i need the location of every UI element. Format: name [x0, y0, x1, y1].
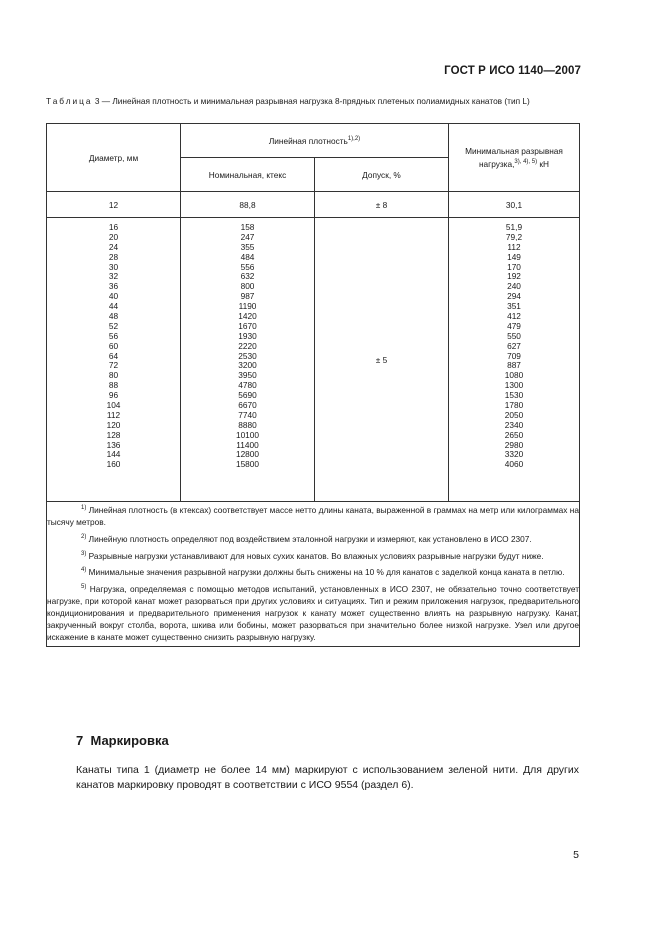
cell-diameter: 30 — [108, 261, 119, 272]
cell-diameter: 56 — [108, 330, 119, 341]
cell-diameter: 104 — [106, 400, 121, 411]
footnote — [47, 531, 579, 545]
cell-diameter: 16 — [108, 222, 119, 232]
footnote-mark: 2) — [81, 533, 87, 540]
column-load — [449, 218, 580, 502]
cell-load: 550 — [507, 330, 521, 341]
cell-load: 2340 — [504, 419, 524, 430]
cell-nominal: 4780 — [238, 380, 257, 391]
cell-load: 709 — [507, 350, 521, 361]
cell-nominal: 1420 — [238, 311, 257, 322]
cell-load: 4060 — [504, 459, 524, 470]
cell-load: 240 — [507, 281, 521, 292]
cell-load: 112 — [507, 241, 521, 252]
cell-tolerance: ± 8 — [315, 192, 449, 218]
cell-nominal: 7740 — [238, 409, 257, 420]
cell-load: 149 — [507, 251, 521, 262]
cell-diameter: 112 — [106, 409, 121, 420]
cell-nominal: 10100 — [235, 429, 260, 440]
cell-nominal: 987 — [240, 291, 255, 302]
section-paragraph: Канаты типа 1 (диаметр не более 14 мм) маркируют с использованием зеленой нити. Для других канатов маркировку проводят в соответствии с ИСО 9554 (раздел 6). — [76, 764, 579, 791]
cell-nominal: 800 — [240, 281, 255, 292]
cell-nominal: 556 — [240, 261, 255, 272]
cell-diameter: 32 — [108, 271, 119, 282]
footnote-mark: 3) — [81, 550, 87, 557]
cell-diameter: 36 — [108, 281, 119, 292]
footnote — [47, 502, 579, 528]
cell-diameter: 160 — [106, 459, 121, 470]
cell-nominal: 2220 — [238, 340, 257, 351]
cell-nominal: 484 — [240, 251, 255, 262]
cell-diameter: 20 — [108, 231, 119, 242]
footnote-text: Линейная плотность (в ктексах) соответствует массе нетто длины каната, выраженной в граммах на метр или килограммах на тысячу метров. — [47, 504, 579, 527]
cell-load: 51,9 — [505, 222, 523, 232]
cell-load: 3320 — [504, 449, 524, 460]
cell-nominal: 15800 — [235, 459, 260, 470]
footnote-text: Нагрузка, определяемая с помощью методов испытаний, установленных в ИСО 2307, не обязательно точно соответствует нагрузке, при которой канат может разорваться при других условиях и ситуациях. Тип и режим приложения нагрузок, предварительного кондиционирования и предварительного применения нагрузок к канату может существенно влиять на разрывную нагрузку. Канат, закрученный вокруг столба, ворота, шкива или бобины, может разорваться при значительно более низкой нагрузке. Узел или другое искажение в канате может существенно снизить разрывную нагрузку. — [47, 583, 579, 642]
cell-group-tolerance: ± 5 — [315, 218, 449, 502]
cell-load: 2050 — [504, 409, 524, 420]
header-nominal: Номинальная, ктекс — [181, 158, 315, 192]
cell-nominal: 3200 — [238, 360, 257, 371]
table-notes — [47, 502, 580, 647]
cell-nominal: 247 — [240, 231, 255, 242]
cell-nominal: 1670 — [238, 320, 257, 331]
cell-diameter: 28 — [108, 251, 119, 262]
cell-nominal: 88,8 — [181, 192, 315, 218]
cell-diameter: 40 — [108, 291, 119, 302]
table-caption — [46, 95, 578, 108]
rope-specs-table — [46, 123, 580, 647]
footnote-text: Минимальные значения разрывной нагрузки должны быть снижены на 10 % для канатов с заделкой конца каната в петлю. — [86, 567, 565, 578]
cell-nominal: 12800 — [235, 449, 260, 460]
cell-nominal: 355 — [240, 241, 255, 252]
table-caption-text: 3 — Линейная плотность и минимальная разрывная нагрузка 8-прядных плетеных полиамидных канатов (тип L) — [92, 96, 530, 106]
cell-diameter: 60 — [108, 340, 119, 351]
cell-diameter: 88 — [108, 380, 119, 391]
table-notes-row — [47, 502, 580, 647]
cell-nominal: 5690 — [238, 390, 257, 401]
cell-nominal: 1930 — [238, 330, 257, 341]
cell-load: 170 — [507, 261, 521, 272]
cell-load: 412 — [507, 311, 521, 322]
table-row — [47, 192, 580, 218]
cell-load: 30,1 — [449, 192, 580, 218]
cell-nominal: 2530 — [238, 350, 257, 361]
cell-diameter: 52 — [108, 320, 119, 331]
cell-nominal: 158 — [240, 222, 255, 232]
cell-nominal: 6670 — [238, 400, 257, 411]
header-linear-density-refs: 1),2) — [347, 135, 361, 142]
footnote — [47, 581, 579, 643]
footnote — [47, 564, 579, 578]
cell-load: 1780 — [504, 400, 524, 411]
header-tolerance: Допуск, % — [315, 158, 449, 192]
cell-nominal: 1190 — [238, 301, 257, 312]
footnote-mark: 5) — [81, 584, 87, 591]
header-diameter: Диаметр, мм — [47, 124, 181, 192]
column-nominal — [181, 218, 315, 502]
footnote-mark: 1) — [81, 505, 87, 511]
header-min-load-text: Минимальная разрывная нагрузка, — [465, 146, 563, 169]
cell-diameter: 128 — [106, 429, 121, 440]
cell-diameter: 48 — [108, 311, 119, 322]
header-linear-density-text: Линейная плотность — [268, 135, 348, 146]
cell-load: 1530 — [504, 390, 524, 401]
cell-diameter: 24 — [108, 241, 119, 252]
cell-load: 1080 — [504, 370, 524, 381]
header-min-load — [449, 124, 580, 192]
table-caption-label: Таблица — [46, 96, 93, 106]
cell-diameter: 72 — [108, 360, 119, 371]
cell-nominal: 11400 — [236, 439, 259, 450]
header-min-load-unit: кН — [537, 158, 550, 169]
cell-load: 479 — [507, 320, 521, 331]
cell-nominal: 632 — [240, 271, 255, 282]
footnote-mark: 4) — [81, 567, 87, 574]
cell-load: 351 — [507, 301, 521, 312]
cell-load: 79,2 — [505, 231, 523, 242]
header-min-load-refs: 3), 4), 5) — [514, 158, 538, 165]
cell-diameter: 12 — [47, 192, 181, 218]
cell-load: 294 — [507, 291, 521, 302]
table-group — [47, 218, 580, 502]
document-code: ГОСТ Р ИСО 1140—2007 — [444, 65, 581, 77]
footnote-text: Линейную плотность определяют под воздействием эталонной нагрузки и измеряют, как установлено в ИСО 2307. — [86, 533, 532, 544]
cell-diameter: 144 — [106, 449, 121, 460]
cell-nominal: 3950 — [238, 370, 257, 381]
cell-nominal: 8880 — [238, 419, 257, 430]
footnote — [47, 548, 579, 562]
cell-load: 2980 — [504, 439, 524, 450]
cell-diameter: 80 — [108, 370, 119, 381]
cell-diameter: 64 — [108, 350, 119, 361]
cell-diameter: 136 — [106, 439, 121, 450]
cell-diameter: 96 — [108, 390, 119, 401]
header-linear-density — [181, 124, 449, 158]
cell-load: 2650 — [504, 429, 524, 440]
cell-diameter: 120 — [106, 419, 121, 430]
cell-diameter: 44 — [108, 301, 119, 312]
footnote-text: Разрывные нагрузки устанавливают для новых сухих канатов. Во влажных условиях разрывные нагрузки будут ниже. — [86, 550, 544, 561]
cell-load: 627 — [507, 340, 521, 351]
cell-load: 1300 — [504, 380, 524, 391]
column-diameter — [47, 218, 181, 502]
cell-load: 887 — [507, 360, 521, 371]
section-title: 7 Маркировка — [76, 733, 169, 748]
page-number: 5 — [573, 849, 579, 861]
cell-load: 192 — [507, 271, 521, 282]
